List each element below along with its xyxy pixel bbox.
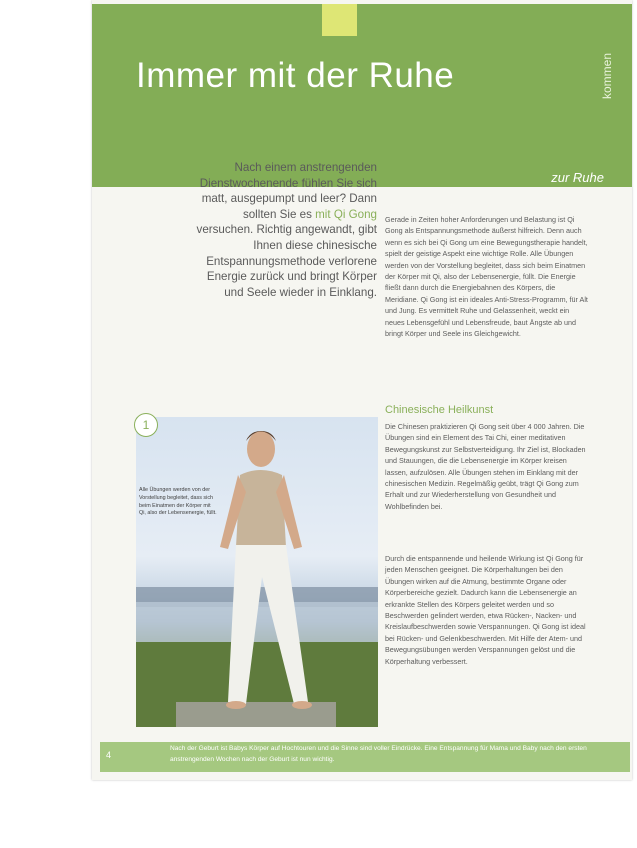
body-paragraph-1 [385, 214, 590, 339]
woman-exercise-illustration [136, 417, 378, 727]
magazine-page [92, 0, 632, 780]
page-number: 4 [106, 750, 112, 760]
paragraph-1-text: Gerade in Zeiten hoher Anforderungen und Belastung ist Qi Gong als Entspannungsmethode äußerst hilfreich. Denn auch wenn es sich bei Qi Gong um eine Bewegungstherapie handelt, spielt der geistige Aspekt eine wichtige Rolle. Alle Übungen werden von der Vorstellung begleitet, dass sich beim Einatmen der Körper mit Qi, also der Lebensenergie, füllt. Die Energie fließt dann durch die Energiebahnen des Körpers, die Meridiane. Qi Gong ist ein ideales Anti-Stress-Programm, für Alt und Jung. Es vermittelt Ruhe und Gelassenheit, weckt ein neues Lebensgefühl und Lebensfreude, baut Ängste ab und bringt Körper und Seele ins Gleichgewicht. [385, 215, 588, 339]
body-paragraph-3 [385, 553, 590, 667]
tape-strip [322, 4, 357, 36]
side-label: kommen [600, 52, 614, 99]
photo-caption: Alle Übungen werden von der Vorstellung begleitet, dass sich beim Einatmen der Körper mit Qi, also der Lebensenergie, füllt. [139, 487, 217, 517]
intro-text-start: Nach einem anstrengenden Dienstwochenende fühlen Sie sich matt, ausgepumpt und leer? Dann sollten Sie es [199, 161, 377, 221]
subheading: Chinesische Heilkunst [385, 404, 494, 416]
step-number-badge: 1 [134, 413, 158, 437]
footer-text: Nach der Geburt ist Babys Körper auf Hochtouren und die Sinne sind voller Eindrücke. Eine Entspannung für Mama und Baby nach den ersten anstrengenden Wochen nach der Geburt ist nun wichtig. [170, 745, 587, 763]
intro-text [192, 160, 377, 300]
paragraph-3-text: Durch die entspannende und heilende Wirkung ist Qi Gong für jeden Menschen geeignet. Die Körperhaltungen bei den Übungen wirken auf die Atmung, bestimmte Organe oder Körperbereiche gezielt. Dadurch kann die Lebensenergie an erkrankte Stellen des Körpers geleitet werden und so Beschwerden gelindert werden, etwa Rücken-, Nacken- und Kreislaufbeschwerden sowie Verspannungen. Qi Gong ist ideal bei Rücken- und Gelenkbeschwerden. Mit Hilfe der Atem- und Bewegungsübungen werden Verspannungen gelöst und die Körperhaltung verbessert. [385, 554, 586, 666]
section-label: zur Ruhe [551, 170, 604, 185]
paragraph-2-text: Die Chinesen praktizieren Qi Gong seit über 4 000 Jahren. Die Übungen sind ein Element des Tai Chi, einer meditativen Bewegungskunst zur Selbstverteidigung. Ihr Ziel ist, Blockaden und Stauungen, die die Lebensenergie im Körper kreisen lassen, aufzulösen. Alle Übungen stehen im Einklang mit der chinesischen Medizin. Regelmäßig geübt, trägt Qi Gong zum Erhalt und zur Wiederherstellung von Gesundheit und Wohlbefinden bei. [385, 422, 586, 511]
page-title: Immer mit der Ruhe [136, 56, 455, 95]
exercise-photo [136, 417, 378, 727]
intro-text-end: versuchen. Richtig angewandt, gibt Ihnen diese chinesische Entspannungsmethode verlorene Energie zurück und bringt Körper und Seele wieder in Einklang. [196, 223, 377, 299]
intro-highlight: mit Qi Gong [315, 207, 377, 221]
body-paragraph-2 [385, 421, 590, 512]
